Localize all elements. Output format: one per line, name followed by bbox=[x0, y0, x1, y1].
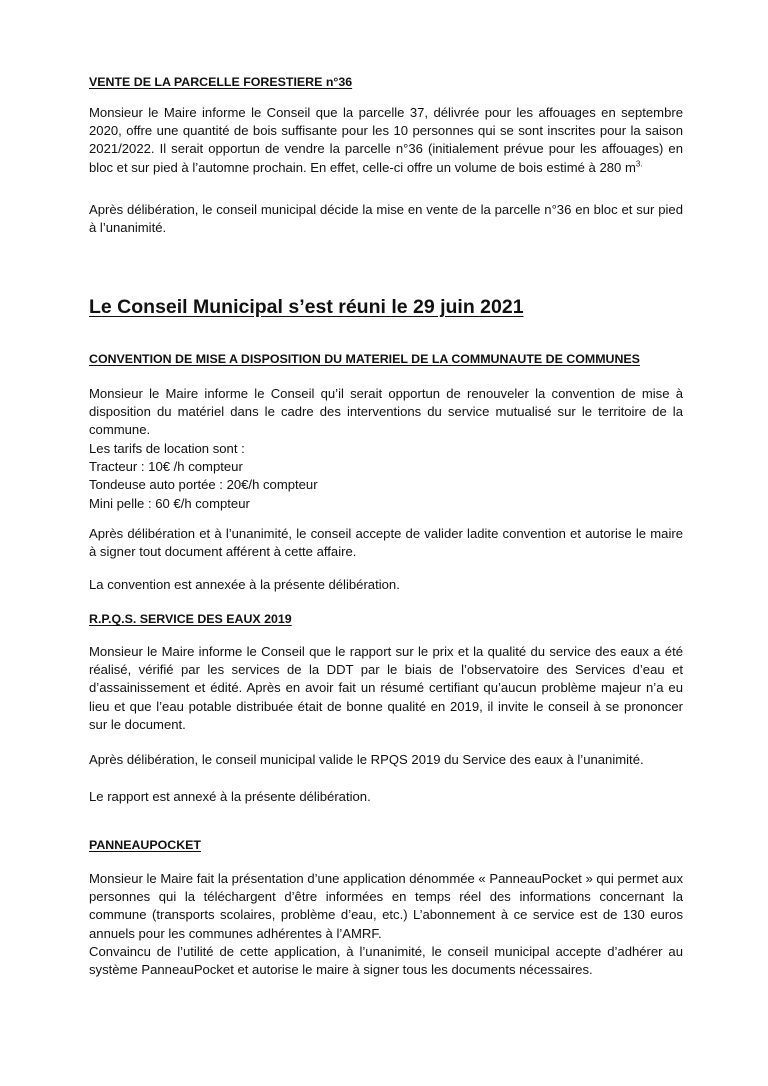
rpqs-paragraph-1: Monsieur le Maire informe le Conseil que le rapport sur le prix et la qualité du service des eaux a été réalisé, vérifié par les services de la DDT par le biais de l’observatoire des Services d’eau et d’assainissement et édité. Après en avoir fait un résumé certifiant qu’aucun problème majeur n’a eu lieu et que l’eau potable distribuée était de bonne qualité en 2019, il invite le conseil à se prononcer sur le document. bbox=[89, 644, 683, 732]
rpqs-paragraph-2: Après délibération, le conseil municipal valide le RPQS 2019 du Service des eaux à l’unanimité. bbox=[89, 752, 644, 767]
tarif-item: Tondeuse auto portée : 20€/h compteur bbox=[89, 477, 318, 493]
section-heading-convention: CONVENTION DE MISE A DISPOSITION DU MATERIEL DE LA COMMUNAUTE DE COMMUNES bbox=[89, 352, 640, 366]
convention-paragraph-1: Monsieur le Maire informe le Conseil qu’il serait opportun de renouveler la convention de mise à disposition du matériel dans le cadre des interventions du service mutualisé sur le territoire de la commune. bbox=[89, 386, 683, 438]
tarif-item: Mini pelle : 60 €/h compteur bbox=[89, 495, 250, 511]
meeting-title: Le Conseil Municipal s’est réuni le 29 juin 2021 bbox=[89, 296, 524, 318]
superscript-units: 3. bbox=[635, 159, 643, 169]
section-heading-panneaupocket: PANNEAUPOCKET bbox=[89, 838, 201, 852]
tarifs-list bbox=[89, 440, 683, 513]
panneaupocket-paragraph-2: Convaincu de l’utilité de cette application, à l’unanimité, le conseil municipal accepte d’adhérer au système PanneauPocket et autorise le maire à signer tous les documents nécessaires. bbox=[89, 944, 683, 978]
rpqs-paragraph-3: Le rapport est annexé à la présente délibération. bbox=[89, 789, 371, 804]
section-heading-parcelle: VENTE DE LA PARCELLE FORESTIERE n°36 bbox=[89, 75, 353, 89]
section-heading-rpqs: R.P.Q.S. SERVICE DES EAUX 2019 bbox=[89, 612, 292, 626]
parcelle-paragraph-1-text: Monsieur le Maire informe le Conseil que la parcelle 37, délivrée pour les affouages en septembre 2020, offre une quantité de bois suffisante pour les 10 personnes qui se sont inscrites pour la saison 2021/2022. Il serait opportun de vendre la parcelle n°36 (initialement prévue pour les affouages) en bloc et sur pied à l’automne prochain. En effet, celle-ci offre un volume de bois estimé à 280 m bbox=[89, 105, 683, 175]
panneaupocket-paragraph-1: Monsieur le Maire fait la présentation d’une application dénommée « PanneauPocket » qui permet aux personnes qui la téléchargent d’être informées en temps réel des informations concernant la commune (transports scolaires, problème d’eau, etc.) L’abonnement à ce service est de 130 euros annuels pour les communes adhérentes à l’AMRF. bbox=[89, 871, 683, 941]
convention-paragraph-2: Après délibération et à l’unanimité, le conseil accepte de valider ladite convention et autorise le maire à signer tout document afférent à cette affaire. bbox=[89, 526, 683, 560]
tarif-item: Tracteur : 10€ /h compteur bbox=[89, 459, 243, 475]
parcelle-paragraph-1 bbox=[89, 104, 683, 177]
tarifs-intro: Les tarifs de location sont : bbox=[89, 441, 245, 456]
parcelle-paragraph-2: Après délibération, le conseil municipal décide la mise en vente de la parcelle n°36 en bloc et sur pied à l’unanimité. bbox=[89, 202, 683, 236]
convention-paragraph-3: La convention est annexée à la présente délibération. bbox=[89, 577, 400, 592]
